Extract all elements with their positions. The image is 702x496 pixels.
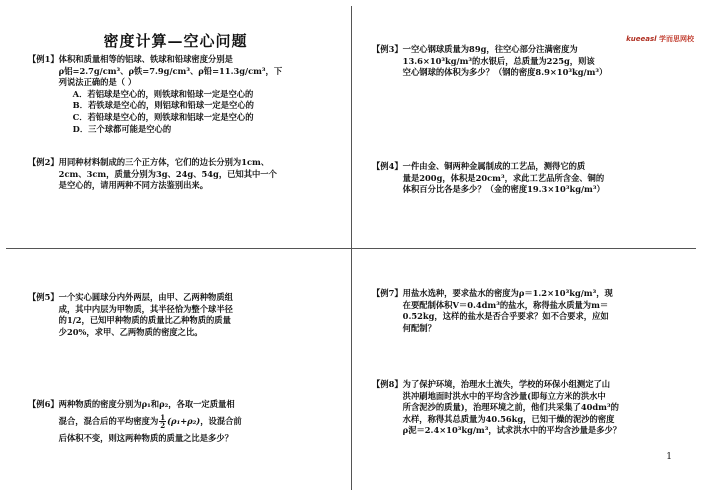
option-b: B．若铁球是空心的，则铝球和铅球一定是空心的 bbox=[72, 100, 254, 111]
example-4 bbox=[372, 161, 672, 196]
page-number: 1 bbox=[666, 452, 672, 462]
example-7-line: 在要配制体积V＝0.4dm³的盐水，称得盐水质量为m＝ bbox=[402, 299, 609, 310]
example-7 bbox=[372, 288, 672, 334]
option-d: D．三个球都可能是空心的 bbox=[72, 123, 172, 134]
example-7-tag: 【例7】 bbox=[372, 288, 403, 298]
brand-logo bbox=[626, 34, 694, 44]
example-5-tag: 【例5】 bbox=[28, 292, 59, 302]
example-4-line: 体积百分比各是多少？（金的密度19.3×10³kg/m³） bbox=[402, 184, 605, 195]
horizontal-divider bbox=[6, 248, 696, 249]
page-title: 密度计算—空心问题 bbox=[103, 32, 248, 50]
example-2-line: 2cm、3cm，质量分别为3g、24g、54g，已知其中一个 bbox=[58, 168, 277, 179]
example-3-line: 一空心钢球质量为89g，往空心部分注满密度为 bbox=[402, 44, 578, 54]
one-half-fraction bbox=[159, 414, 166, 429]
fraction-numerator: 1 bbox=[160, 413, 166, 422]
example-6-text: 混合，混合后的平均密度为 bbox=[58, 416, 159, 426]
example-8-line: 为了保护环境，治理水土流失，学校的环保小组测定了山 bbox=[402, 379, 611, 389]
example-6-line: 两种物质的密度分别为ρ₁和ρ₂，各取一定质量相 bbox=[58, 399, 235, 409]
example-8-line: 水样，称得其总质量为40.56kg，已知干燥的泥沙的密度 bbox=[402, 413, 615, 424]
option-a: A．若铝球是空心的，则铁球和铅球一定是空心的 bbox=[72, 88, 254, 99]
example-8-tag: 【例8】 bbox=[372, 379, 403, 389]
example-5-line: 少20%，求甲、乙两物质的密度之比。 bbox=[58, 326, 203, 337]
example-7-line: 用盐水选种，要求盐水的密度为ρ＝1.2×10³kg/m³，现 bbox=[402, 288, 613, 298]
example-6 bbox=[28, 396, 338, 447]
example-1-tag: 【例1】 bbox=[28, 54, 59, 64]
example-3 bbox=[372, 44, 672, 79]
example-3-line: 空心钢球的体积为多少？（钢的密度8.9×10³kg/m³） bbox=[402, 67, 608, 78]
brand-name: kueeasl bbox=[626, 35, 657, 43]
example-2-line: 是空心的，请用两种不同方法鉴别出来。 bbox=[58, 180, 209, 191]
example-8-line: 洪冲刷地面时洪水中的平均含沙量(即每立方米的洪水中 bbox=[402, 390, 606, 401]
example-6-tag: 【例6】 bbox=[28, 399, 59, 409]
example-3-tag: 【例3】 bbox=[372, 44, 403, 54]
example-7-line: 0.52kg，这样的盐水是否合乎要求？如不合要求，应如 bbox=[402, 311, 609, 322]
example-1-line: 体积和质量相等的铝球、铁球和铅球密度分别是 bbox=[58, 54, 233, 64]
example-5-line: 成，其中内层为甲物质，其半径恰为整个球半径 bbox=[58, 303, 233, 314]
example-6-text: ，设混合前 bbox=[200, 416, 242, 426]
example-6-line bbox=[59, 413, 338, 430]
example-6-line: 后体积不变，则这两种物质的质量之比是多少？ bbox=[58, 433, 233, 443]
example-5-line: 一个实心圆球分内外两层，由甲、乙两种物质组 bbox=[58, 292, 233, 302]
example-1-line: ρ铝=2.7g/cm³、ρ铁=7.9g/cm³、ρ铅=11.3g/cm³，下 bbox=[58, 65, 283, 76]
example-5-line: 的1/2，已知甲种物质的质量比乙种物质的质量 bbox=[58, 315, 231, 326]
example-8 bbox=[372, 379, 672, 437]
example-1-line: 列说法正确的是（ ） bbox=[58, 77, 137, 88]
example-2-line: 用同种材料制成的三个正方体，它们的边长分别为1cm、 bbox=[58, 157, 270, 167]
school-name: 学而思网校 bbox=[659, 35, 694, 43]
example-5 bbox=[28, 292, 338, 338]
example-4-line: 一件由金、铜两种金属制成的工艺品，测得它的质 bbox=[402, 161, 586, 171]
option-c: C．若铅球是空心的，则铁球和铝球一定是空心的 bbox=[72, 111, 254, 122]
example-7-line: 何配制？ bbox=[402, 322, 436, 333]
example-4-tag: 【例4】 bbox=[372, 161, 403, 171]
example-4-line: 量是200g，体积是20cm³，求此工艺品所含金、铜的 bbox=[402, 172, 605, 183]
fraction-denominator: 2 bbox=[160, 421, 166, 430]
example-8-line: 所含泥沙的质量)，治理环境之前，他们共采集了40dm³的 bbox=[402, 402, 619, 413]
density-sum-formula: (ρ₁+ρ₂) bbox=[167, 416, 201, 426]
example-1 bbox=[28, 54, 338, 135]
example-8-line: ρ泥＝2.4×10³kg/m³，试求洪水中的平均含沙量是多少？ bbox=[402, 425, 622, 436]
example-2-tag: 【例2】 bbox=[28, 157, 59, 167]
example-2 bbox=[28, 157, 338, 192]
example-3-line: 13.6×10³kg/m³的水银后，总质量为225g，则该 bbox=[402, 55, 595, 66]
